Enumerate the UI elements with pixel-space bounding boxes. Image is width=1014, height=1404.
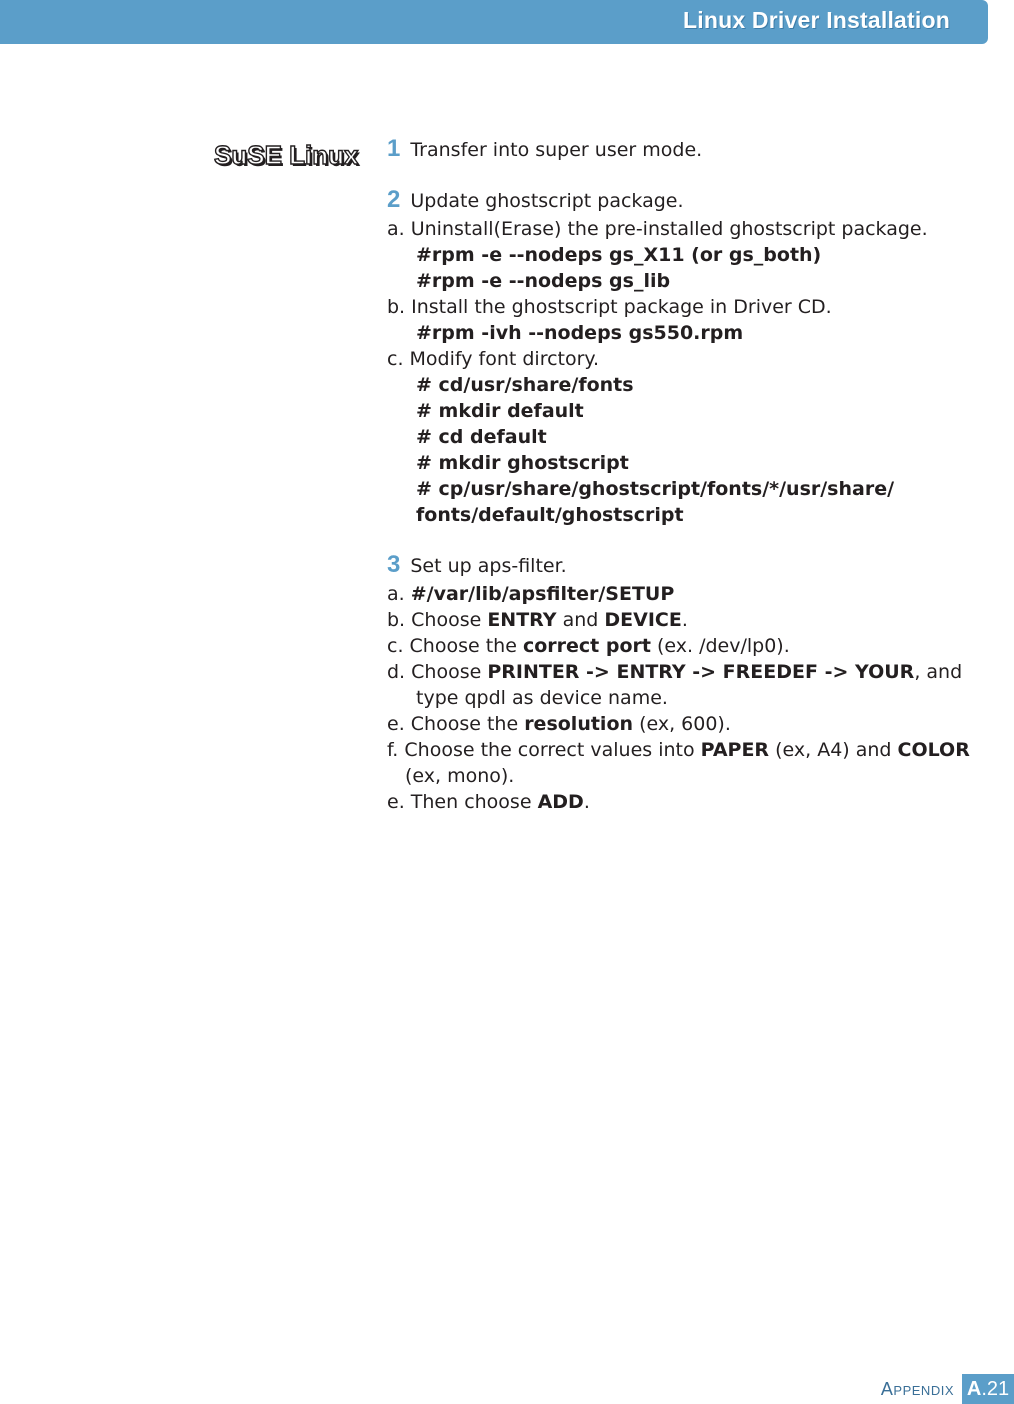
header-bar — [0, 0, 988, 44]
page-number: A .21 — [962, 1374, 1014, 1404]
substep-a: a. #/var/lib/apsfilter/SETUP — [387, 583, 675, 605]
command: fonts/default/ghostscript — [416, 504, 684, 526]
step-number: 1 — [387, 135, 401, 162]
substep-g: e. Then choose ADD. — [387, 791, 590, 813]
substep-d: d. Choose PRINTER -> ENTRY -> FREEDEF -> YOUR, and — [387, 661, 963, 683]
command: # mkdir ghostscript — [416, 452, 629, 474]
section-title: SuSE Linux — [214, 140, 359, 170]
step-2 — [387, 187, 987, 214]
substep-f: f. Choose the correct values into PAPER (ex, A4) and COLOR — [387, 739, 970, 761]
command: # cd/usr/share/fonts — [416, 374, 634, 396]
header-title: Linux Driver Installation — [683, 7, 950, 33]
step-3 — [387, 552, 987, 579]
command: #rpm -ivh --nodeps gs550.rpm — [416, 322, 744, 344]
step-text: Update ghostscript package. — [410, 190, 684, 212]
command: # mkdir default — [416, 400, 584, 422]
substep-text: b. Install the ghostscript package in Driver CD. — [387, 296, 832, 318]
substep-text: a. Uninstall(Erase) the pre-installed ghostscript package. — [387, 218, 928, 240]
instructions — [387, 136, 987, 815]
appendix-label: APPENDIX — [880, 1378, 954, 1399]
command: # cd default — [416, 426, 547, 448]
command: #rpm -e --nodeps gs_lib — [416, 270, 671, 292]
substep-f-cont: (ex, mono). — [405, 765, 515, 787]
command: # cp/usr/share/ghostscript/fonts/*/usr/share/ — [416, 478, 895, 500]
substep-e: e. Choose the resolution (ex, 600). — [387, 713, 731, 735]
step-number: 2 — [387, 186, 401, 213]
step-text: Set up aps-filter. — [410, 555, 567, 577]
command: #rpm -e --nodeps gs_X11 (or gs_both) — [416, 244, 822, 266]
page-footer — [881, 1374, 1014, 1404]
step-text: Transfer into super user mode. — [410, 139, 703, 161]
command: #/var/lib/apsfilter/SETUP — [410, 583, 675, 605]
substep-d-cont: type qpdl as device name. — [416, 687, 668, 709]
step-1 — [387, 136, 987, 163]
substep-c: c. Choose the correct port (ex. /dev/lp0). — [387, 635, 790, 657]
step-number: 3 — [387, 551, 401, 578]
substep-b: b. Choose ENTRY and DEVICE. — [387, 609, 688, 631]
substep-text: c. Modify font dirctory. — [387, 348, 600, 370]
